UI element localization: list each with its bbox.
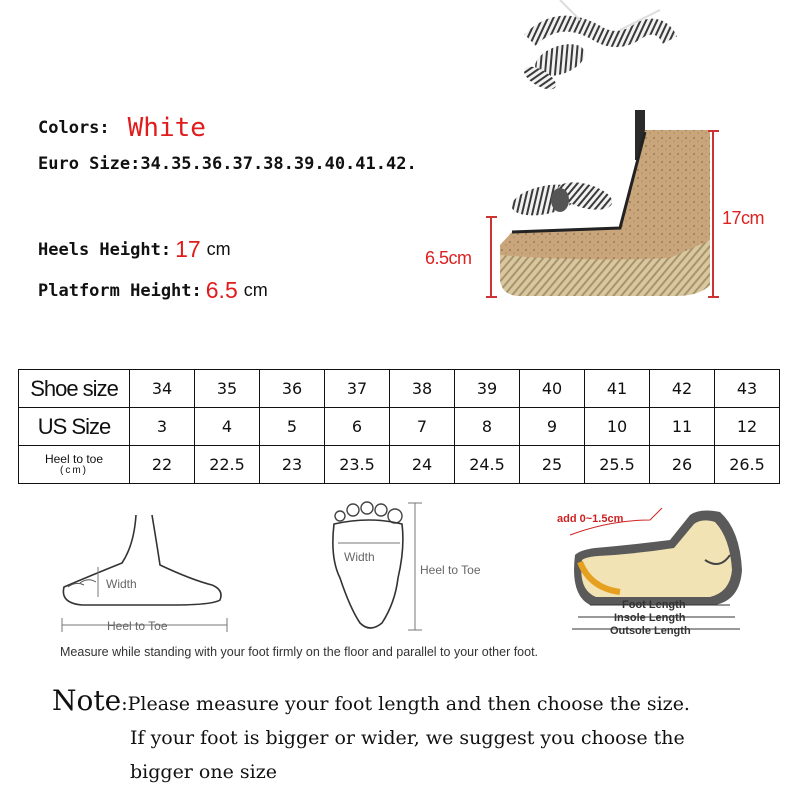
table-cell: 22.5 xyxy=(195,446,260,484)
heel-dimension-label: 17cm xyxy=(722,208,765,228)
note-line-3: bigger one size xyxy=(130,761,277,783)
table-cell: 36 xyxy=(260,370,325,408)
table-cell: 26.5 xyxy=(715,446,780,484)
top-width-label: Width xyxy=(344,550,375,564)
heel-to-toe-label: Heel to toe xyxy=(44,451,104,466)
heels-height-value: 17 xyxy=(175,236,201,262)
euro-size-value: 34.35.36.37.38.39.40.41.42. xyxy=(140,154,417,174)
table-cell: 3 xyxy=(130,408,195,446)
table-cell: 11 xyxy=(650,408,715,446)
heels-height-spec xyxy=(38,234,231,261)
platform-height-unit: cm xyxy=(243,280,268,300)
table-cell: 25.5 xyxy=(585,446,650,484)
heel-to-toe-unit: (cm) xyxy=(60,464,88,476)
platform-height-spec xyxy=(38,275,268,302)
table-row xyxy=(19,370,780,408)
table-cell: 10 xyxy=(585,408,650,446)
table-cell: 8 xyxy=(455,408,520,446)
size-note xyxy=(52,684,690,789)
table-cell: 41 xyxy=(585,370,650,408)
table-cell: 23.5 xyxy=(325,446,390,484)
table-cell: 7 xyxy=(390,408,455,446)
table-cell: 25 xyxy=(520,446,585,484)
row-header-heel-to-toe xyxy=(19,446,130,484)
table-cell: 26 xyxy=(650,446,715,484)
row-header-shoe-size: Shoe size xyxy=(19,370,130,408)
shoe-fit-diagram xyxy=(550,500,760,645)
euro-size-spec xyxy=(38,154,417,174)
table-cell: 40 xyxy=(520,370,585,408)
table-cell: 24 xyxy=(390,446,455,484)
table-row xyxy=(19,446,780,484)
platform-dimension-label: 6.5cm xyxy=(425,248,472,268)
heel-dimension-line xyxy=(712,130,714,298)
table-row xyxy=(19,408,780,446)
table-cell: 42 xyxy=(650,370,715,408)
table-cell: 5 xyxy=(260,408,325,446)
shoe-product-image xyxy=(500,0,710,310)
platform-dimension-line xyxy=(490,216,492,298)
table-cell: 4 xyxy=(195,408,260,446)
table-cell: 43 xyxy=(715,370,780,408)
row-header-us-size: US Size xyxy=(19,408,130,446)
note-line-1: :Please measure your foot length and then choose the size. xyxy=(121,693,690,715)
insole-length-label: Insole Length xyxy=(614,612,686,624)
heels-height-unit: cm xyxy=(206,239,231,259)
measure-caption: Measure while standing with your foot firmly on the floor and parallel to your other foot. xyxy=(60,645,539,659)
colors-spec xyxy=(38,110,206,143)
table-cell: 6 xyxy=(325,408,390,446)
side-width-label: Width xyxy=(106,577,137,591)
note-heading: Note xyxy=(52,684,122,717)
table-cell: 39 xyxy=(455,370,520,408)
euro-size-label: Euro Size: xyxy=(38,154,141,174)
size-chart-table xyxy=(18,369,780,484)
table-cell: 9 xyxy=(520,408,585,446)
table-cell: 22 xyxy=(130,446,195,484)
note-line-2: If your foot is bigger or wider, we suggest you choose the xyxy=(130,727,685,749)
platform-height-label: Platform Height: xyxy=(38,281,202,301)
table-cell: 12 xyxy=(715,408,780,446)
table-cell: 24.5 xyxy=(455,446,520,484)
foot-length-label: Foot Length xyxy=(622,599,686,611)
foot-side-diagram xyxy=(52,505,242,640)
heels-height-label: Heels Height: xyxy=(38,240,172,260)
foot-top-diagram xyxy=(320,498,510,638)
table-cell: 34 xyxy=(130,370,195,408)
platform-height-value: 6.5 xyxy=(205,277,238,303)
colors-value: White xyxy=(127,113,206,143)
colors-label: Colors: xyxy=(38,118,110,138)
side-length-label: Heel to Toe xyxy=(107,619,168,633)
table-cell: 35 xyxy=(195,370,260,408)
table-cell: 37 xyxy=(325,370,390,408)
add-length-note: add 0~1.5cm xyxy=(557,513,624,525)
table-cell: 38 xyxy=(390,370,455,408)
outsole-length-label: Outsole Length xyxy=(610,625,691,637)
table-cell: 23 xyxy=(260,446,325,484)
top-length-label: Heel to Toe xyxy=(420,563,481,577)
